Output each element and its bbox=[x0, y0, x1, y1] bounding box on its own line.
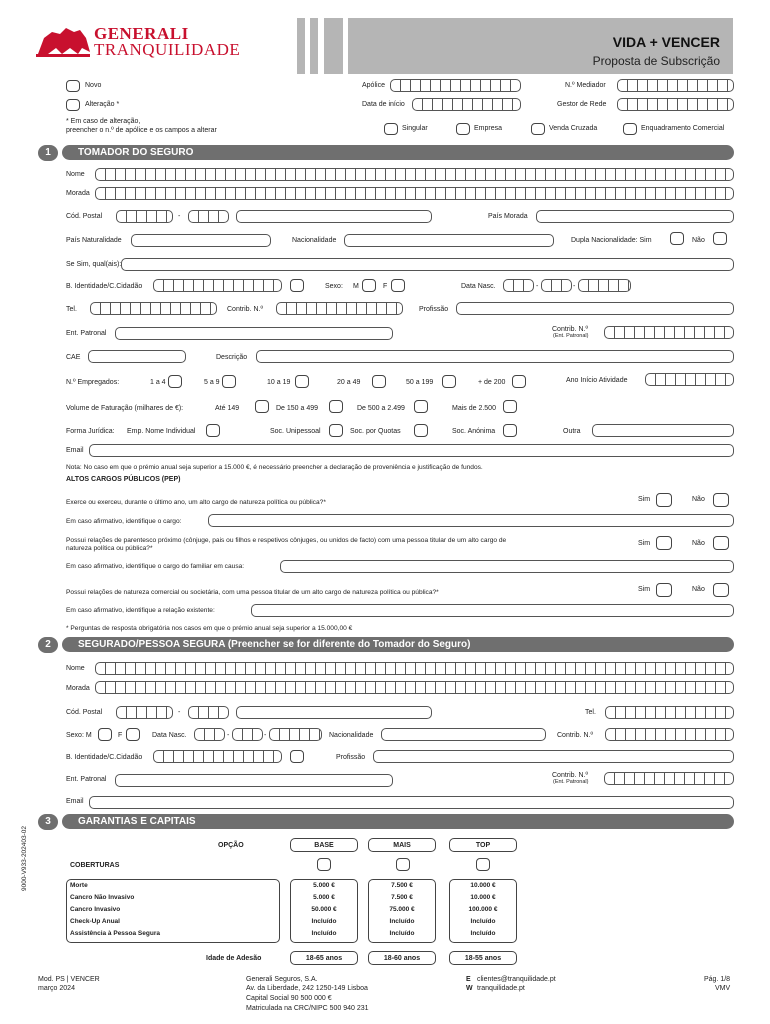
dupla-sim-checkbox[interactable] bbox=[670, 232, 684, 245]
vol-opt-label: Até 149 bbox=[215, 405, 240, 412]
alteracao-note: * Em caso de alteração, bbox=[66, 118, 141, 125]
s2-cod-postal-input-2[interactable] bbox=[188, 706, 229, 719]
forma-opt-label: Soc. Unipessoal bbox=[270, 428, 321, 435]
s2-data-nasc-mes[interactable] bbox=[232, 728, 263, 741]
coberturas-label: COBERTURAS bbox=[70, 862, 120, 869]
ano-inicio-input[interactable] bbox=[645, 373, 734, 386]
se-sim-label: Se Sim, qual(ais): bbox=[66, 261, 122, 268]
forma-opt-checkbox[interactable] bbox=[414, 424, 428, 437]
descricao-label: Descrição bbox=[216, 354, 248, 361]
emp-opt-checkbox[interactable] bbox=[168, 375, 182, 388]
mais-value: Incluído bbox=[389, 918, 415, 925]
pep-q2-sim-checkbox[interactable] bbox=[656, 536, 672, 550]
emp-opt-label: 5 a 9 bbox=[204, 379, 220, 386]
pep-q1-sim-label: Sim bbox=[638, 496, 651, 503]
base-value: 50.000 € bbox=[311, 906, 337, 913]
s2-sexo-f-checkbox[interactable] bbox=[126, 728, 140, 741]
sexo-f-checkbox[interactable] bbox=[391, 279, 405, 292]
mais-values bbox=[368, 879, 436, 943]
forma-opt-checkbox[interactable] bbox=[503, 424, 517, 437]
empresa-label: Empresa bbox=[474, 125, 503, 132]
side-code: 9000-V933-202403-02 bbox=[21, 825, 29, 892]
data-inicio-input[interactable] bbox=[412, 98, 521, 111]
bi-label: B. Identidade/C.Cidadão bbox=[66, 283, 143, 290]
pep-note: * Perguntas de resposta obrigatória nos casos em que o prémio anual seja superior a 15.000,00 € bbox=[66, 625, 353, 632]
venda-cruzada-checkbox[interactable] bbox=[531, 123, 545, 135]
s2-nacionalidade-label: Nacionalidade bbox=[329, 732, 374, 739]
forma-opt-checkbox[interactable] bbox=[329, 424, 343, 437]
data-nasc-mes[interactable] bbox=[541, 279, 572, 292]
mais-value: 7.500 € bbox=[391, 894, 413, 901]
s2-ent-patronal-input[interactable] bbox=[115, 774, 393, 787]
novo-label: Novo bbox=[85, 82, 102, 89]
idade-top: 18-55 anos bbox=[449, 951, 517, 965]
vol-opt-label: Mais de 2.500 bbox=[452, 405, 496, 412]
cobertura-row: Cancro Invasivo bbox=[70, 906, 121, 913]
data-nasc-dash: - bbox=[536, 283, 539, 290]
bi-check-digit[interactable] bbox=[290, 279, 304, 292]
pep-q1: Exerce ou exerceu, durante o último ano, um alto cargo de natureza política ou pública?* bbox=[66, 499, 326, 506]
idade-base: 18-65 anos bbox=[290, 951, 358, 965]
empresa-checkbox[interactable] bbox=[456, 123, 470, 135]
s2-contrib-ent-label: Contrib. N.º bbox=[552, 772, 589, 779]
top-value: Incluído bbox=[470, 918, 496, 925]
vol-opt-checkbox[interactable] bbox=[414, 400, 428, 413]
header-bar bbox=[324, 18, 343, 74]
sexo-f-label: F bbox=[383, 283, 388, 290]
forma-opt-checkbox[interactable] bbox=[206, 424, 220, 437]
opcao-label: OPÇÃO bbox=[218, 842, 244, 849]
gestor-label: Gestor de Rede bbox=[557, 101, 607, 108]
cod-postal-label: Cód. Postal bbox=[66, 213, 103, 220]
pep-q3: Possui relações de natureza comercial ou societária, com uma pessoa titular de um alto cargo de natureza política ou pública?* bbox=[66, 589, 439, 596]
s2-profissao-label: Profissão bbox=[336, 754, 366, 761]
pep-q2: Possui relações de parentesco próximo (cônjuge, pais ou filhos e respetivos cônjuges, ou unidos de facto) com uma pessoa titular de um alto cargo de bbox=[66, 537, 507, 544]
option-mais-checkbox[interactable] bbox=[396, 858, 410, 871]
morada-label: Morada bbox=[66, 190, 90, 197]
dupla-nao-checkbox[interactable] bbox=[713, 232, 727, 245]
s2-sexo-f-label: F bbox=[118, 732, 123, 739]
base-value: 5.000 € bbox=[313, 882, 335, 889]
pep-q2-nao-checkbox[interactable] bbox=[713, 536, 729, 550]
s2-contrib-label: Contrib. N.º bbox=[557, 732, 594, 739]
cod-postal-input-1[interactable] bbox=[116, 210, 173, 223]
brand-line-2: TRANQUILIDADE bbox=[94, 40, 241, 59]
pep-q2-sim-label: Sim bbox=[638, 540, 651, 547]
top-values bbox=[449, 879, 517, 943]
cobertura-row: Assistência à Pessoa Segura bbox=[70, 930, 160, 937]
s2-sexo-label: Sexo: M bbox=[66, 732, 92, 739]
emp-opt-label: 10 a 19 bbox=[267, 379, 291, 386]
tel-input[interactable] bbox=[90, 302, 217, 315]
pep-q3-nao-checkbox[interactable] bbox=[713, 583, 729, 597]
s2-data-nasc-dash: - bbox=[227, 732, 230, 739]
emp-opt-checkbox[interactable] bbox=[222, 375, 236, 388]
pep-q2b: natureza política ou pública?* bbox=[66, 545, 153, 552]
vol-opt-checkbox[interactable] bbox=[255, 400, 269, 413]
footer-web[interactable]: tranquilidade.pt bbox=[477, 985, 525, 992]
coberturas-list bbox=[66, 879, 280, 943]
pep-title: ALTOS CARGOS PÚBLICOS (PEP) bbox=[66, 476, 181, 483]
contrib-ent-input[interactable] bbox=[604, 326, 734, 339]
cobertura-row: Check-Up Anual bbox=[70, 918, 120, 925]
s2-localidade-input[interactable] bbox=[236, 706, 432, 719]
pep-q1-sim-checkbox[interactable] bbox=[656, 493, 672, 507]
brand-line-1: GENERALI bbox=[94, 24, 189, 43]
mediador-label: N.º Mediador bbox=[565, 82, 606, 89]
emp-opt-label: 20 a 49 bbox=[337, 379, 361, 386]
emp-opt-checkbox[interactable] bbox=[512, 375, 526, 388]
s2-email-label: Email bbox=[66, 798, 84, 805]
emp-opt-label: 1 a 4 bbox=[150, 379, 166, 386]
header-bar bbox=[310, 18, 318, 74]
vol-opt-checkbox[interactable] bbox=[329, 400, 343, 413]
alteracao-note-2: preencher o n.º de apólice e os campos a alterar bbox=[66, 127, 217, 134]
outra-input[interactable] bbox=[592, 424, 734, 437]
contrib-ent-small: (Ent. Patronal) bbox=[553, 333, 589, 339]
nome-label: Nome bbox=[66, 171, 85, 178]
section-3-title: GARANTIAS E CAPITAIS bbox=[62, 814, 734, 829]
generali-logo bbox=[34, 24, 239, 60]
s2-tel-input[interactable] bbox=[605, 706, 734, 719]
footer-company-4: Matriculada na CRC/NIPC 500 940 231 bbox=[246, 1005, 369, 1012]
s2-cod-postal-input-1[interactable] bbox=[116, 706, 173, 719]
s2-bi-check-digit[interactable] bbox=[290, 750, 304, 763]
section-2-number: 2 bbox=[38, 637, 58, 653]
base-value: Incluído bbox=[311, 918, 337, 925]
pais-nat-input[interactable] bbox=[131, 234, 271, 247]
s2-contrib-input[interactable] bbox=[605, 728, 734, 741]
emp-opt-label: + de 200 bbox=[478, 379, 506, 386]
footer-date: março 2024 bbox=[38, 985, 75, 992]
s2-bi-input[interactable] bbox=[153, 750, 282, 763]
s2-email-input[interactable] bbox=[89, 796, 734, 809]
nota-text: Nota: No caso em que o prémio anual seja superior a 15.000 €, é necessário preencher a declaração de proveniência e justificação de fundos. bbox=[66, 464, 483, 471]
mediador-input[interactable] bbox=[617, 79, 734, 92]
emp-opt-checkbox[interactable] bbox=[372, 375, 386, 388]
localidade-input[interactable] bbox=[236, 210, 432, 223]
email-label: Email bbox=[66, 447, 84, 454]
footer-company-2: Av. da Liberdade, 242 1250-149 Lisboa bbox=[246, 985, 368, 992]
base-value: 5.000 € bbox=[313, 894, 335, 901]
pais-morada-input[interactable] bbox=[536, 210, 734, 223]
footer-company-3: Capital Social 90 500 000 € bbox=[246, 995, 332, 1002]
gestor-input[interactable] bbox=[617, 98, 734, 111]
venda-cruzada-label: Venda Cruzada bbox=[549, 125, 598, 132]
cobertura-row: Morte bbox=[70, 882, 88, 889]
s2-contrib-ent-input[interactable] bbox=[604, 772, 734, 785]
dupla-nao-label: Não bbox=[692, 237, 705, 244]
s2-morada-label: Morada bbox=[66, 685, 90, 692]
base-value: Incluído bbox=[311, 930, 337, 937]
option-base: BASE bbox=[290, 838, 358, 852]
option-top-checkbox[interactable] bbox=[476, 858, 490, 871]
footer-page: Pág. 1/8 bbox=[704, 976, 731, 983]
ano-inicio-label: Ano Início Atividade bbox=[566, 377, 628, 384]
alteracao-label: Alteração * bbox=[85, 101, 120, 108]
profissao-label: Profissão bbox=[419, 306, 449, 313]
top-value: 10.000 € bbox=[470, 894, 496, 901]
pep-q3-id-label: Em caso afirmativo, identifique a relação existente: bbox=[66, 607, 215, 614]
dupla-label: Dupla Nacionalidade: Sim bbox=[571, 237, 652, 244]
forma-label: Forma Jurídica: bbox=[66, 428, 115, 435]
mais-value: 75.000 € bbox=[389, 906, 415, 913]
s2-data-nasc-dash: - bbox=[264, 732, 267, 739]
data-nasc-ano[interactable] bbox=[578, 279, 631, 292]
s2-tel-label: Tel. bbox=[585, 709, 596, 716]
section-2-title: SEGURADO/PESSOA SEGURA (Preencher se for diferente do Tomador do Seguro) bbox=[62, 637, 734, 652]
s2-morada-input[interactable] bbox=[95, 681, 734, 694]
pep-q3-sim-checkbox[interactable] bbox=[656, 583, 672, 597]
alteracao-checkbox[interactable] bbox=[66, 99, 80, 111]
cod-postal-dash: - bbox=[178, 213, 181, 220]
descricao-input[interactable] bbox=[256, 350, 734, 363]
option-base-checkbox[interactable] bbox=[317, 858, 331, 871]
enquadramento-label: Enquadramento Comercial bbox=[641, 125, 725, 132]
s2-cod-postal-dash: - bbox=[178, 709, 181, 716]
tel-label: Tel. bbox=[66, 306, 77, 313]
pais-morada-label: País Morada bbox=[488, 213, 528, 220]
se-sim-input[interactable] bbox=[121, 258, 734, 271]
emp-opt-checkbox[interactable] bbox=[442, 375, 456, 388]
s2-data-nasc-ano[interactable] bbox=[269, 728, 322, 741]
cod-postal-input-2[interactable] bbox=[188, 210, 229, 223]
forma-opt-label: Soc. Anónima bbox=[452, 428, 496, 435]
forma-opt-label: Soc. por Quotas bbox=[350, 428, 401, 435]
profissao-input[interactable] bbox=[456, 302, 734, 315]
pep-q1-nao-checkbox[interactable] bbox=[713, 493, 729, 507]
data-inicio-label: Data de início bbox=[362, 101, 405, 108]
footer-company-1: Generali Seguros, S.A. bbox=[246, 976, 318, 983]
footer-w-label: W bbox=[466, 985, 473, 992]
apolice-input[interactable] bbox=[390, 79, 521, 92]
idade-label: Idade de Adesão bbox=[206, 955, 262, 962]
pep-q2-id-label: Em caso afirmativo, identifique o cargo do familiar em causa: bbox=[66, 563, 245, 570]
vol-opt-label: De 500 a 2.499 bbox=[357, 405, 405, 412]
section-1-number: 1 bbox=[38, 145, 58, 161]
form-title: VIDA + VENCER bbox=[612, 34, 720, 50]
enquadramento-checkbox[interactable] bbox=[623, 123, 637, 135]
s2-data-nasc-dia[interactable] bbox=[194, 728, 225, 741]
s2-bi-label: B. Identidade/C.Cidadão bbox=[66, 754, 143, 761]
top-value: 10.000 € bbox=[470, 882, 496, 889]
footer-mod: Mod. PS | VENCER bbox=[38, 976, 100, 983]
ent-patronal-input[interactable] bbox=[115, 327, 393, 340]
s2-contrib-ent-small: (Ent. Patronal) bbox=[553, 779, 589, 785]
top-value: 100.000 € bbox=[468, 906, 498, 913]
volume-label: Volume de Faturação (milhares de €): bbox=[66, 405, 184, 412]
novo-checkbox[interactable] bbox=[66, 80, 80, 92]
morada-input[interactable] bbox=[95, 187, 734, 200]
s2-sexo-m-checkbox[interactable] bbox=[98, 728, 112, 741]
contrib-input[interactable] bbox=[276, 302, 403, 315]
pep-q3-sim-label: Sim bbox=[638, 586, 651, 593]
ent-patronal-label: Ent. Patronal bbox=[66, 330, 107, 337]
apolice-label: Apólice bbox=[362, 82, 385, 89]
forma-opt-label: Emp. Nome Individual bbox=[127, 428, 196, 435]
option-mais: MAIS bbox=[368, 838, 436, 852]
sexo-label: Sexo: bbox=[325, 283, 343, 290]
email-input[interactable] bbox=[89, 444, 734, 457]
footer-vmv: VMV bbox=[715, 985, 731, 992]
s2-profissao-input[interactable] bbox=[373, 750, 734, 763]
pep-q1-id-label: Em caso afirmativo, identifique o cargo: bbox=[66, 518, 182, 525]
sexo-m-checkbox[interactable] bbox=[362, 279, 376, 292]
footer-e-label: E bbox=[466, 976, 471, 983]
vol-opt-checkbox[interactable] bbox=[503, 400, 517, 413]
s2-cod-postal-label: Cód. Postal bbox=[66, 709, 103, 716]
pep-q3-nao-label: Não bbox=[692, 586, 705, 593]
nome-input[interactable] bbox=[95, 168, 734, 181]
bi-input[interactable] bbox=[153, 279, 282, 292]
data-nasc-dia[interactable] bbox=[503, 279, 534, 292]
s2-ent-patronal-label: Ent. Patronal bbox=[66, 776, 107, 783]
s2-nacionalidade-input[interactable] bbox=[381, 728, 546, 741]
contrib-label: Contrib. N.º bbox=[227, 306, 264, 313]
s2-data-nasc-label: Data Nasc. bbox=[152, 732, 187, 739]
mais-value: Incluído bbox=[389, 930, 415, 937]
singular-checkbox[interactable] bbox=[384, 123, 398, 135]
mais-value: 7.500 € bbox=[391, 882, 413, 889]
sexo-m-label: M bbox=[353, 283, 359, 290]
top-value: Incluído bbox=[470, 930, 496, 937]
pep-q2-id-input[interactable] bbox=[280, 560, 734, 573]
s2-nome-input[interactable] bbox=[95, 662, 734, 675]
nacionalidade-label: Nacionalidade bbox=[292, 237, 337, 244]
option-top: TOP bbox=[449, 838, 517, 852]
data-nasc-dash: - bbox=[573, 283, 576, 290]
cae-input[interactable] bbox=[88, 350, 186, 363]
singular-label: Singular bbox=[402, 125, 428, 132]
pep-q1-id-input[interactable] bbox=[208, 514, 734, 527]
section-1-title: TOMADOR DO SEGURO bbox=[62, 145, 734, 160]
form-subtitle: Proposta de Subscrição bbox=[592, 54, 720, 68]
pep-q1-nao-label: Não bbox=[692, 496, 705, 503]
emp-opt-label: 50 a 199 bbox=[406, 379, 434, 386]
section-3-number: 3 bbox=[38, 814, 58, 830]
emp-opt-checkbox[interactable] bbox=[295, 375, 309, 388]
outra-label: Outra bbox=[563, 428, 581, 435]
contrib-ent-label: Contrib. N.º bbox=[552, 326, 589, 333]
n-empregados-label: N.º Empregados: bbox=[66, 379, 120, 386]
pep-q3-id-input[interactable] bbox=[251, 604, 734, 617]
cae-label: CAE bbox=[66, 354, 81, 361]
data-nasc-label: Data Nasc. bbox=[461, 283, 496, 290]
s2-nome-label: Nome bbox=[66, 665, 85, 672]
cobertura-row: Cancro Não Invasivo bbox=[70, 894, 135, 901]
idade-mais: 18-60 anos bbox=[368, 951, 436, 965]
base-values bbox=[290, 879, 358, 943]
nacionalidade-input[interactable] bbox=[344, 234, 554, 247]
pep-q2-nao-label: Não bbox=[692, 540, 705, 547]
header-bar bbox=[297, 18, 305, 74]
vol-opt-label: De 150 a 499 bbox=[276, 405, 319, 412]
lion-icon bbox=[34, 24, 92, 58]
pais-nat-label: País Naturalidade bbox=[66, 237, 122, 244]
footer-email[interactable]: clientes@tranquilidade.pt bbox=[477, 976, 556, 983]
